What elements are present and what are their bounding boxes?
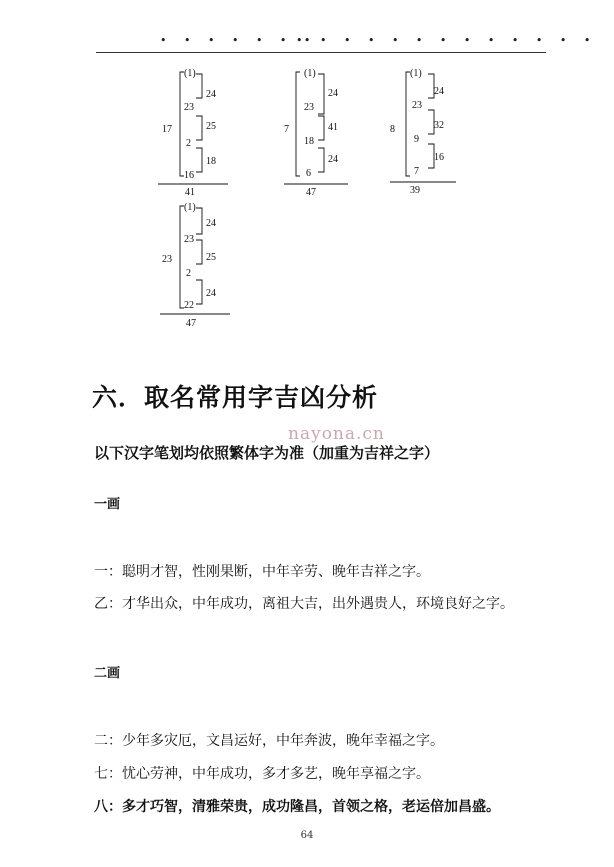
entry-item: 七：忧心劳神，中年成功，多才多艺，晚年享福之字。 [94, 766, 430, 782]
grid-2-label: 23 [184, 102, 194, 113]
stroke-diagram-2 [276, 64, 366, 198]
subtitle: 以下汉字笔划均依照繁体字为准（加重为吉祥之字） [94, 444, 440, 462]
grid-1-label: (1) [304, 68, 316, 79]
pair-sum-1: 24 [434, 86, 444, 97]
watermark: nayona.cn [288, 424, 385, 444]
stroke-diagram-4 [150, 198, 240, 334]
pair-sum-1: 24 [206, 218, 216, 229]
entry-item: 一：聪明才智，性刚果断，中年辛劳、晚年吉祥之字。 [94, 564, 430, 580]
pair-sum-1: 24 [328, 88, 338, 99]
grid-3-label: 2 [186, 268, 191, 279]
header-rule [96, 52, 546, 53]
grand-total: 47 [306, 187, 316, 198]
stroke-heading-1: 一画 [94, 497, 121, 512]
grid-3-label: 2 [186, 138, 191, 149]
stroke-diagram-3 [386, 64, 476, 198]
grand-total: 41 [185, 187, 195, 198]
pair-sum-3: 24 [206, 288, 216, 299]
grid-4-label: 6 [306, 168, 311, 179]
pair-sum-3: 24 [328, 154, 338, 165]
stroke-heading-2: 二画 [94, 666, 121, 681]
pair-sum-2: 25 [206, 252, 216, 263]
grid-1-label: (1) [184, 202, 196, 213]
side-total: 8 [390, 124, 395, 135]
pair-sum-3: 16 [434, 152, 444, 163]
section-title: 六．取名常用字吉凶分析 [92, 383, 379, 412]
grid-1-label: (1) [184, 68, 196, 79]
grid-4-label: 22 [184, 300, 194, 311]
entry-item: 乙：才华出众，中年成功，离祖大吉，出外遇贵人，环境良好之字。 [94, 596, 514, 612]
grid-1-label: (1) [410, 68, 422, 79]
pair-sum-1: 24 [206, 89, 216, 100]
pair-sum-2: 32 [434, 120, 444, 131]
grid-4-label: 7 [414, 166, 419, 177]
grid-3-label: 18 [304, 136, 314, 147]
side-total: 23 [162, 254, 172, 265]
header-dots-left: • • • • • • • [160, 34, 318, 47]
pair-sum-2: 25 [206, 121, 216, 132]
side-total: 17 [162, 124, 172, 135]
grid-2-label: 23 [412, 100, 422, 111]
grid-2-label: 23 [304, 102, 314, 113]
grid-3-label: 9 [414, 134, 419, 145]
grand-total: 39 [410, 185, 420, 196]
pair-sum-3: 18 [206, 156, 216, 167]
entry-item-highlighted: 八：多才巧智，清雅荣贵，成功隆昌，首领之格，老运倍加昌盛。 [94, 799, 500, 815]
stroke-diagram-1 [150, 64, 240, 198]
pair-sum-2: 41 [328, 122, 338, 133]
header-dots-right: • • • • • • • • • • • • • [296, 34, 598, 47]
grid-2-label: 23 [184, 234, 194, 245]
side-total: 7 [284, 124, 289, 135]
entry-item: 二：少年多灾厄，文昌运好，中年奔波，晚年幸福之字。 [94, 733, 444, 749]
grid-4-label: 16 [184, 170, 194, 181]
grand-total: 47 [186, 318, 196, 329]
page-number: 64 [300, 830, 314, 841]
